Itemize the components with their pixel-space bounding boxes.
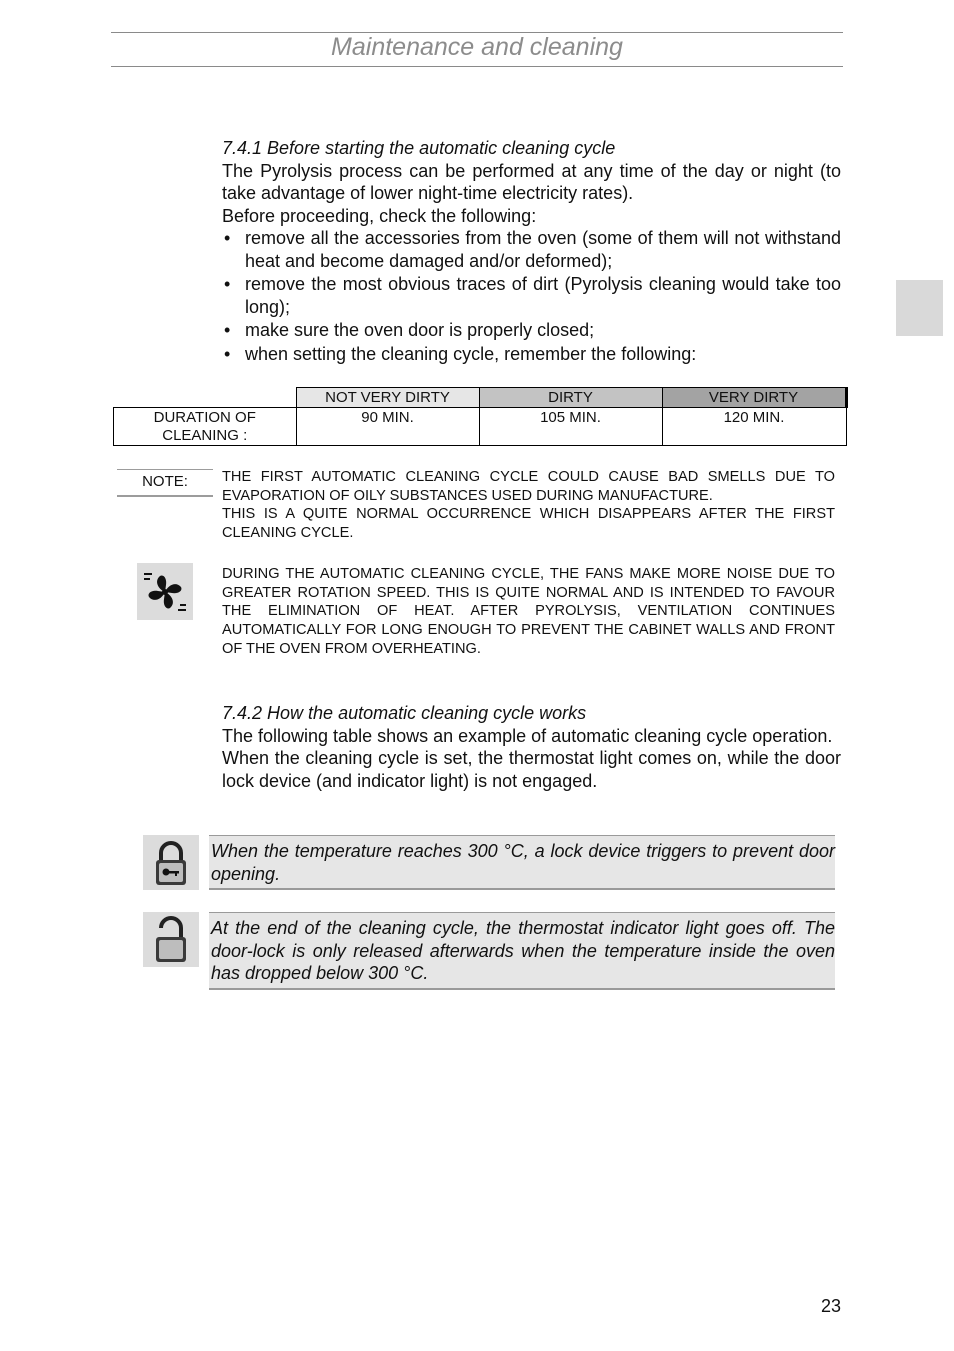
page-number: 23: [820, 1296, 841, 1316]
list-item: • remove the most obvious traces of dirt (Pyrolysis cleaning would take too long);: [222, 273, 841, 318]
table-cell: 90 MIN.: [296, 408, 479, 446]
fan-note-text: DURING THE AUTOMATIC CLEANING CYCLE, THE FANS MAKE MORE NOISE DUE TO GREATER ROTATION SPEED. THIS IS QUITE NORMAL AND IS INTENDED TO FAVOUR THE ELIMINATION OF HEAT. AFTER PYROLYSIS, VENTILATION CONTINUES AUTOMATICALLY FOR LONG ENOUGH TO PREVENT THE CABINET WALLS AND FRONT OF THE OVEN FROM OVERHEATING.: [222, 566, 835, 657]
table-corner: [114, 388, 297, 408]
header-bottom-rule: [111, 66, 843, 67]
table-cell: 105 MIN.: [479, 408, 662, 446]
paragraph: Before proceeding, check the following:: [222, 205, 537, 226]
table-header-not-very-dirty: NOT VERY DIRTY: [296, 388, 479, 408]
section-7-4-1: [222, 137, 841, 365]
list-item: • when setting the cleaning cycle, remember the following:: [222, 343, 841, 366]
table-header-very-dirty: VERY DIRTY: [662, 388, 846, 408]
section-7-4-2: [222, 702, 841, 792]
table-header-row: [114, 388, 847, 408]
section-heading: 7.4.2 How the automatic cleaning cycle works: [222, 703, 587, 723]
padlock-locked-icon: [151, 839, 191, 887]
padlock-unlocked-icon-box: [143, 912, 199, 967]
note-text: [222, 468, 835, 543]
list-item: • remove all the accessories from the oven (some of them will not withstand heat and become damaged and/or deformed);: [222, 227, 841, 272]
table-cell: 120 MIN.: [662, 408, 846, 446]
fan-icon: [142, 569, 188, 615]
padlock-locked-icon-box: [143, 835, 199, 890]
table-row: [114, 408, 847, 446]
paragraph: When the cleaning cycle is set, the thermostat light comes on, while the door lock device (and indicator light) is not engaged.: [222, 748, 841, 791]
lock-warning-box: When the temperature reaches 300 °C, a lock device triggers to prevent door opening.: [209, 835, 835, 890]
section-heading: 7.4.1 Before starting the automatic cleaning cycle: [222, 138, 616, 158]
note-paragraph: THIS IS A QUITE NORMAL OCCURRENCE WHICH DISAPPEARS AFTER THE FIRST CLEANING CYCLE.: [222, 506, 835, 542]
paragraph: The following table shows an example of automatic cleaning cycle operation.: [222, 725, 833, 746]
fan-icon-box: [137, 563, 193, 620]
paragraph: The Pyrolysis process can be performed at any time of the day or night (to take advantage of lower night-time electricity rates).: [222, 160, 841, 203]
side-tab-marker: [896, 280, 943, 336]
padlock-unlocked-icon: [151, 916, 191, 964]
page-header-title: Maintenance and cleaning: [331, 33, 623, 61]
unlock-warning-box: At the end of the cleaning cycle, the thermostat indicator light goes off. The door-lock is only released afterwards when the temperature inside the oven has dropped below 300 °C.: [209, 912, 835, 990]
note-label: NOTE:: [117, 469, 213, 497]
list-item: • make sure the oven door is properly closed;: [222, 319, 841, 342]
checklist: [222, 227, 841, 365]
table-header-dirty: DIRTY: [479, 388, 662, 408]
note-paragraph: THE FIRST AUTOMATIC CLEANING CYCLE COULD CAUSE BAD SMELLS DUE TO EVAPORATION OF OILY SUBSTANCES USED DURING MANUFACTURE.: [222, 469, 835, 504]
cleaning-duration-table: [113, 387, 848, 446]
table-row-label: DURATION OF CLEANING :: [114, 408, 297, 446]
